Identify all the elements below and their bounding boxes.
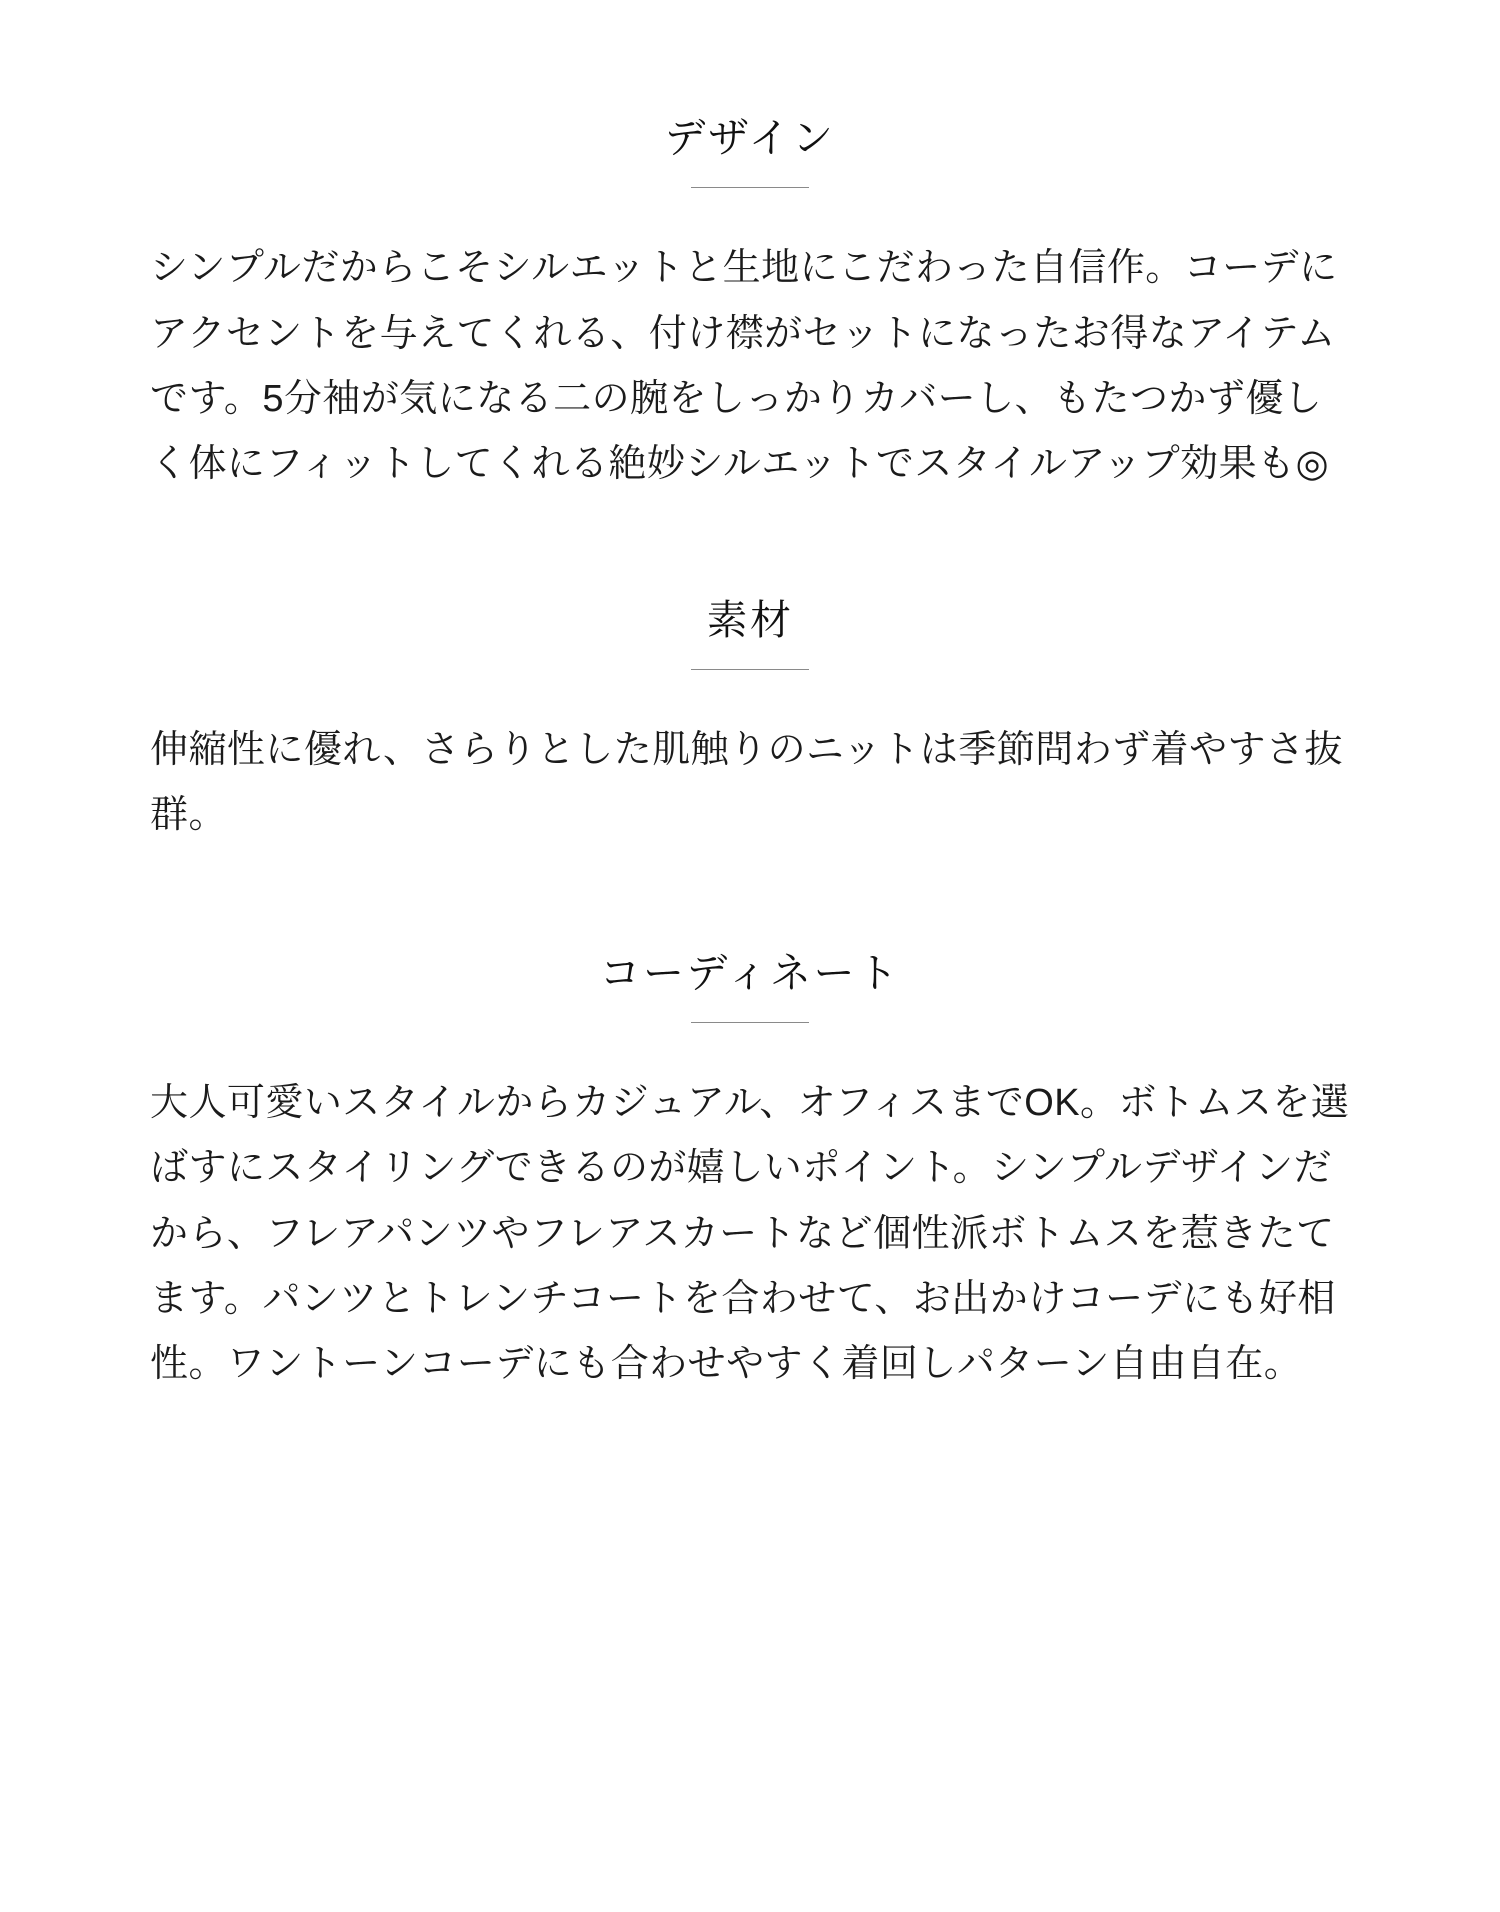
section-material xyxy=(150,594,1350,849)
section-coordinate-title: コーディネート xyxy=(599,949,901,996)
section-material-header xyxy=(150,594,1350,670)
section-design-body: シンプルだからこそシルエットと生地にこだわった自信作。コーデにアクセントを与えてくれる、付け襟がセットになったお得なアイテムです。5分袖が気になる二の腕をしっかりカバーし、もたつかず優しく体にフィットしてくれる絶妙シルエットでスタイルアップ効果も◎ xyxy=(150,247,1338,486)
section-design xyxy=(150,112,1350,498)
section-material-body: 伸縮性に優れ、さらりとした肌触りのニットは季節問わず着やすさ抜群。 xyxy=(150,729,1343,837)
title-underline-rule xyxy=(691,1022,809,1023)
section-coordinate-body: 大人可愛いスタイルからカジュアル、オフィスまでOK。ボトムスを選ばすにスタイリングできるのが嬉しいポイント。シンプルデザインだから、フレアパンツやフレアスカートなど個性派ボトムスを惹きたてます。パンツとトレンチコートを合わせて、お出かけコーデにも好相性。ワントーンコーデにも合わせやすく着回しパターン自由自在。 xyxy=(150,1082,1350,1386)
section-coordinate xyxy=(150,947,1350,1398)
section-coordinate-header xyxy=(150,947,1350,1023)
section-material-title: 素材 xyxy=(706,596,794,643)
product-description-page xyxy=(0,112,1500,1912)
title-underline-rule xyxy=(691,187,809,188)
section-design-header xyxy=(150,112,1350,188)
title-underline-rule xyxy=(691,669,809,670)
section-design-title: デザイン xyxy=(664,115,836,161)
